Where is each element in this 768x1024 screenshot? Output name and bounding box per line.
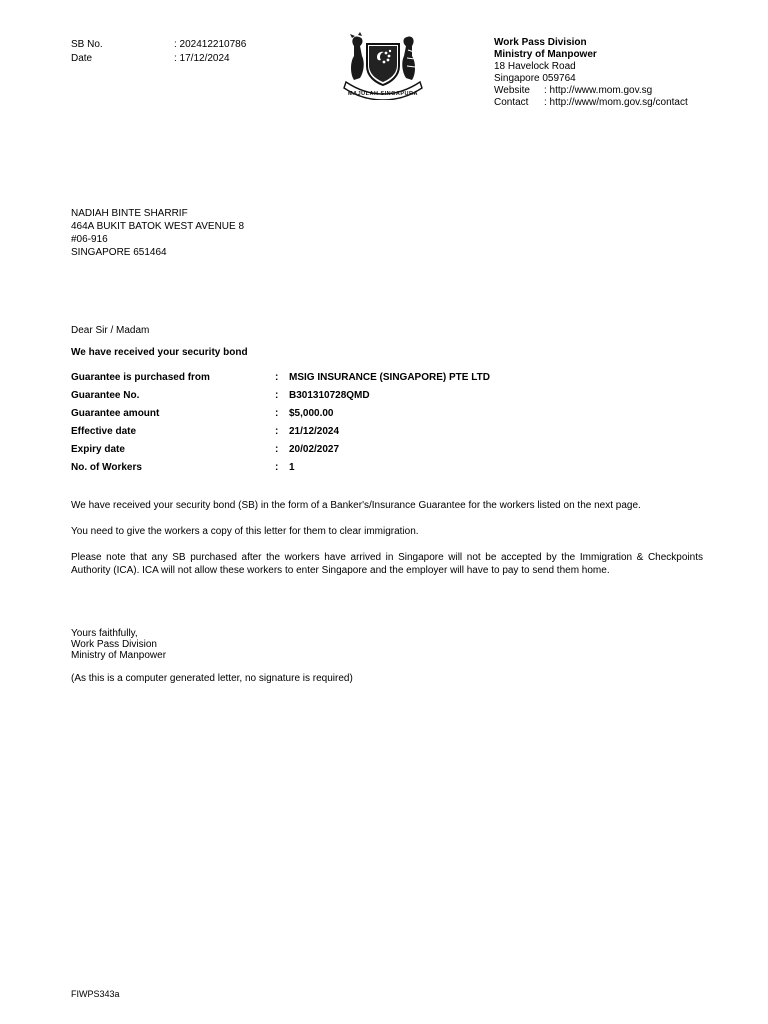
sb-number-label: SB No. <box>71 39 103 50</box>
closing-signatory-ministry: Ministry of Manpower <box>71 650 167 661</box>
detail-colon: : <box>275 372 279 383</box>
contact-link[interactable]: : http://www/mom.gov.sg/contact <box>544 97 688 108</box>
closing-line: Yours faithfully, <box>71 628 138 639</box>
sender-address-block <box>494 37 688 109</box>
sender-street: 18 Havelock Road <box>494 61 576 72</box>
contact-row <box>494 97 688 109</box>
body-paragraph-3: Please note that any SB purchased after the workers have arrived in Singapore will not be accepted by the Immigration & Checkpoints Authority (ICA). ICA will not allow these workers to enter Singapore and the employer will have to pay to send them home. <box>71 552 703 576</box>
sender-division: Work Pass Division <box>494 37 587 48</box>
sender-city: Singapore 059764 <box>494 73 576 84</box>
detail-label: Guarantee No. <box>71 390 140 401</box>
detail-value: 1 <box>289 462 295 473</box>
detail-label: Guarantee amount <box>71 408 160 419</box>
closing-signatory-division: Work Pass Division <box>71 639 157 650</box>
recipient-address-line2: #06-916 <box>71 234 108 245</box>
letter-heading: We have received your security bond <box>71 347 248 358</box>
body-paragraph-1: We have received your security bond (SB) in the form of a Banker's/Insurance Guarantee for the workers listed on the next page. <box>71 500 641 511</box>
form-code: FIWPS343a <box>71 989 120 999</box>
detail-label: Guarantee is purchased from <box>71 372 210 383</box>
date-label: Date <box>71 53 93 64</box>
body-paragraph-2: You need to give the workers a copy of this letter for them to clear immigration. <box>71 526 419 537</box>
salutation: Dear Sir / Madam <box>71 325 150 336</box>
website-link[interactable]: : http://www.mom.gov.sg <box>544 85 653 96</box>
crest-motto: MAJULAH SINGAPURA <box>348 91 418 97</box>
website-label: Website <box>494 85 530 96</box>
detail-colon: : <box>275 426 279 437</box>
detail-value: $5,000.00 <box>289 408 334 419</box>
sender-ministry: Ministry of Manpower <box>494 49 597 60</box>
detail-label: No. of Workers <box>71 462 142 473</box>
recipient-name: NADIAH BINTE SHARRIF <box>71 208 188 219</box>
detail-value: 21/12/2024 <box>289 426 340 437</box>
detail-colon: : <box>275 390 279 401</box>
contact-label: Contact <box>494 97 529 108</box>
sb-number-value: : 202412210786 <box>174 39 247 50</box>
detail-colon: : <box>275 462 279 473</box>
recipient-address-line1: 464A BUKIT BATOK WEST AVENUE 8 <box>71 221 245 232</box>
detail-colon: : <box>275 408 279 419</box>
detail-label: Effective date <box>71 426 137 437</box>
detail-colon: : <box>275 444 279 455</box>
detail-label: Expiry date <box>71 444 125 455</box>
date-value: : 17/12/2024 <box>174 53 230 64</box>
website-row <box>494 85 688 97</box>
closing-block <box>71 628 166 661</box>
detail-value: MSIG INSURANCE (SINGAPORE) PTE LTD <box>289 372 490 383</box>
detail-value: 20/02/2027 <box>289 444 340 455</box>
reference-block <box>71 39 271 69</box>
coat-of-arms-icon <box>340 32 426 100</box>
computer-generated-note: (As this is a computer generated letter, no signature is required) <box>71 673 353 684</box>
detail-value: B301310728QMD <box>289 390 370 401</box>
recipient-address-line3: SINGAPORE 651464 <box>71 247 167 258</box>
recipient-address <box>71 207 244 259</box>
